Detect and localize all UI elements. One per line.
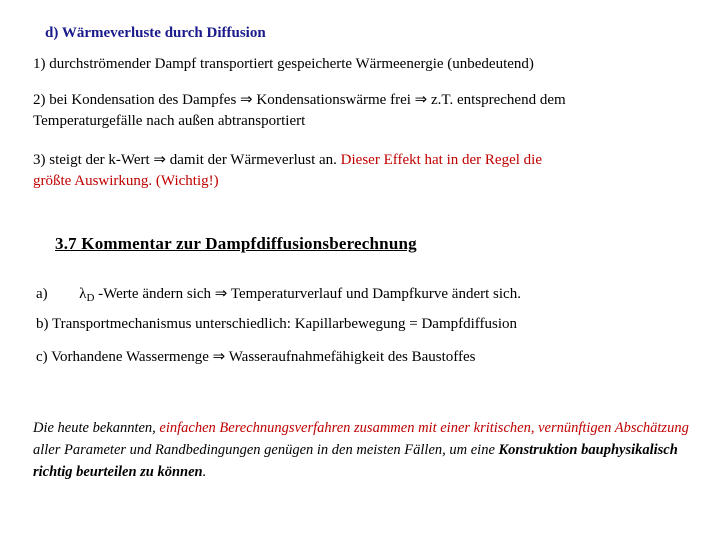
item-d-2-prefix: 2) bei Kondensation des Dampfes <box>33 92 237 108</box>
implies-arrow-icon: ⇒ <box>240 90 253 108</box>
conclusion-part3: aller Parameter und Randbedingungen genügen in den meisten Fällen, um eine <box>33 442 499 458</box>
section-d-heading: d) Wärmeverluste durch Diffusion <box>45 25 266 41</box>
implies-arrow-icon: ⇒ <box>153 150 166 168</box>
conclusion-part2: einfachen Berechnungsverfahren zusammen mit einer kritischen, vernünftigen Abschätzung <box>159 420 689 436</box>
conclusion-paragraph <box>33 417 693 483</box>
item-d-3-prefix: 3) steigt der k-Wert <box>33 152 150 168</box>
conclusion-part5: . <box>202 464 207 480</box>
item-d-3-emphasis-line2: größte Auswirkung. (Wichtig!) <box>33 173 219 189</box>
lambda-subscript: D <box>86 292 95 304</box>
item-37-a <box>36 282 521 309</box>
item-37-c <box>36 345 476 368</box>
item-37-a-label: a) <box>36 286 48 302</box>
conclusion-part1: Die heute bekannten, <box>33 420 160 436</box>
item-d-3 <box>33 148 542 171</box>
item-d-2-suffix: z.T. entsprechend dem <box>431 92 566 108</box>
conclusion-part4: Konstruktion bauphysikalisch richtig beurteilen zu können <box>33 442 678 480</box>
item-d-3-emphasis: Dieser Effekt hat in der Regel die <box>340 152 542 168</box>
item-37-c-prefix: c) Vorhandene Wassermenge <box>36 349 209 365</box>
lambda-symbol: λ <box>79 286 87 302</box>
item-37-a-text1: -Werte ändern sich <box>98 286 212 302</box>
item-d-3-middle: damit der Wärmeverlust an. <box>169 152 337 168</box>
item-37-c-suffix: Wasseraufnahmefähigkeit des Baustoffes <box>228 349 476 365</box>
implies-arrow-icon: ⇒ <box>214 284 228 302</box>
item-37-a-text2: Temperaturverlauf und Dampfkurve ändert sich. <box>230 286 521 302</box>
item-d-2-middle: Kondensationswärme frei <box>256 92 411 108</box>
item-d-1: 1) durchströmender Dampf transportiert gespeicherte Wärmeenergie (unbedeutend) <box>33 56 534 72</box>
implies-arrow-icon: ⇒ <box>212 347 226 365</box>
section-37-heading: 3.7 Kommentar zur Dampfdiffusionsberechnung <box>55 234 417 253</box>
item-d-2-line2: Temperaturgefälle nach außen abtransportiert <box>33 113 306 129</box>
item-37-b: b) Transportmechanismus unterschiedlich: Kapillarbewegung = Dampfdiffusion <box>36 316 518 332</box>
item-d-2 <box>33 88 566 111</box>
implies-arrow-icon: ⇒ <box>414 90 428 108</box>
